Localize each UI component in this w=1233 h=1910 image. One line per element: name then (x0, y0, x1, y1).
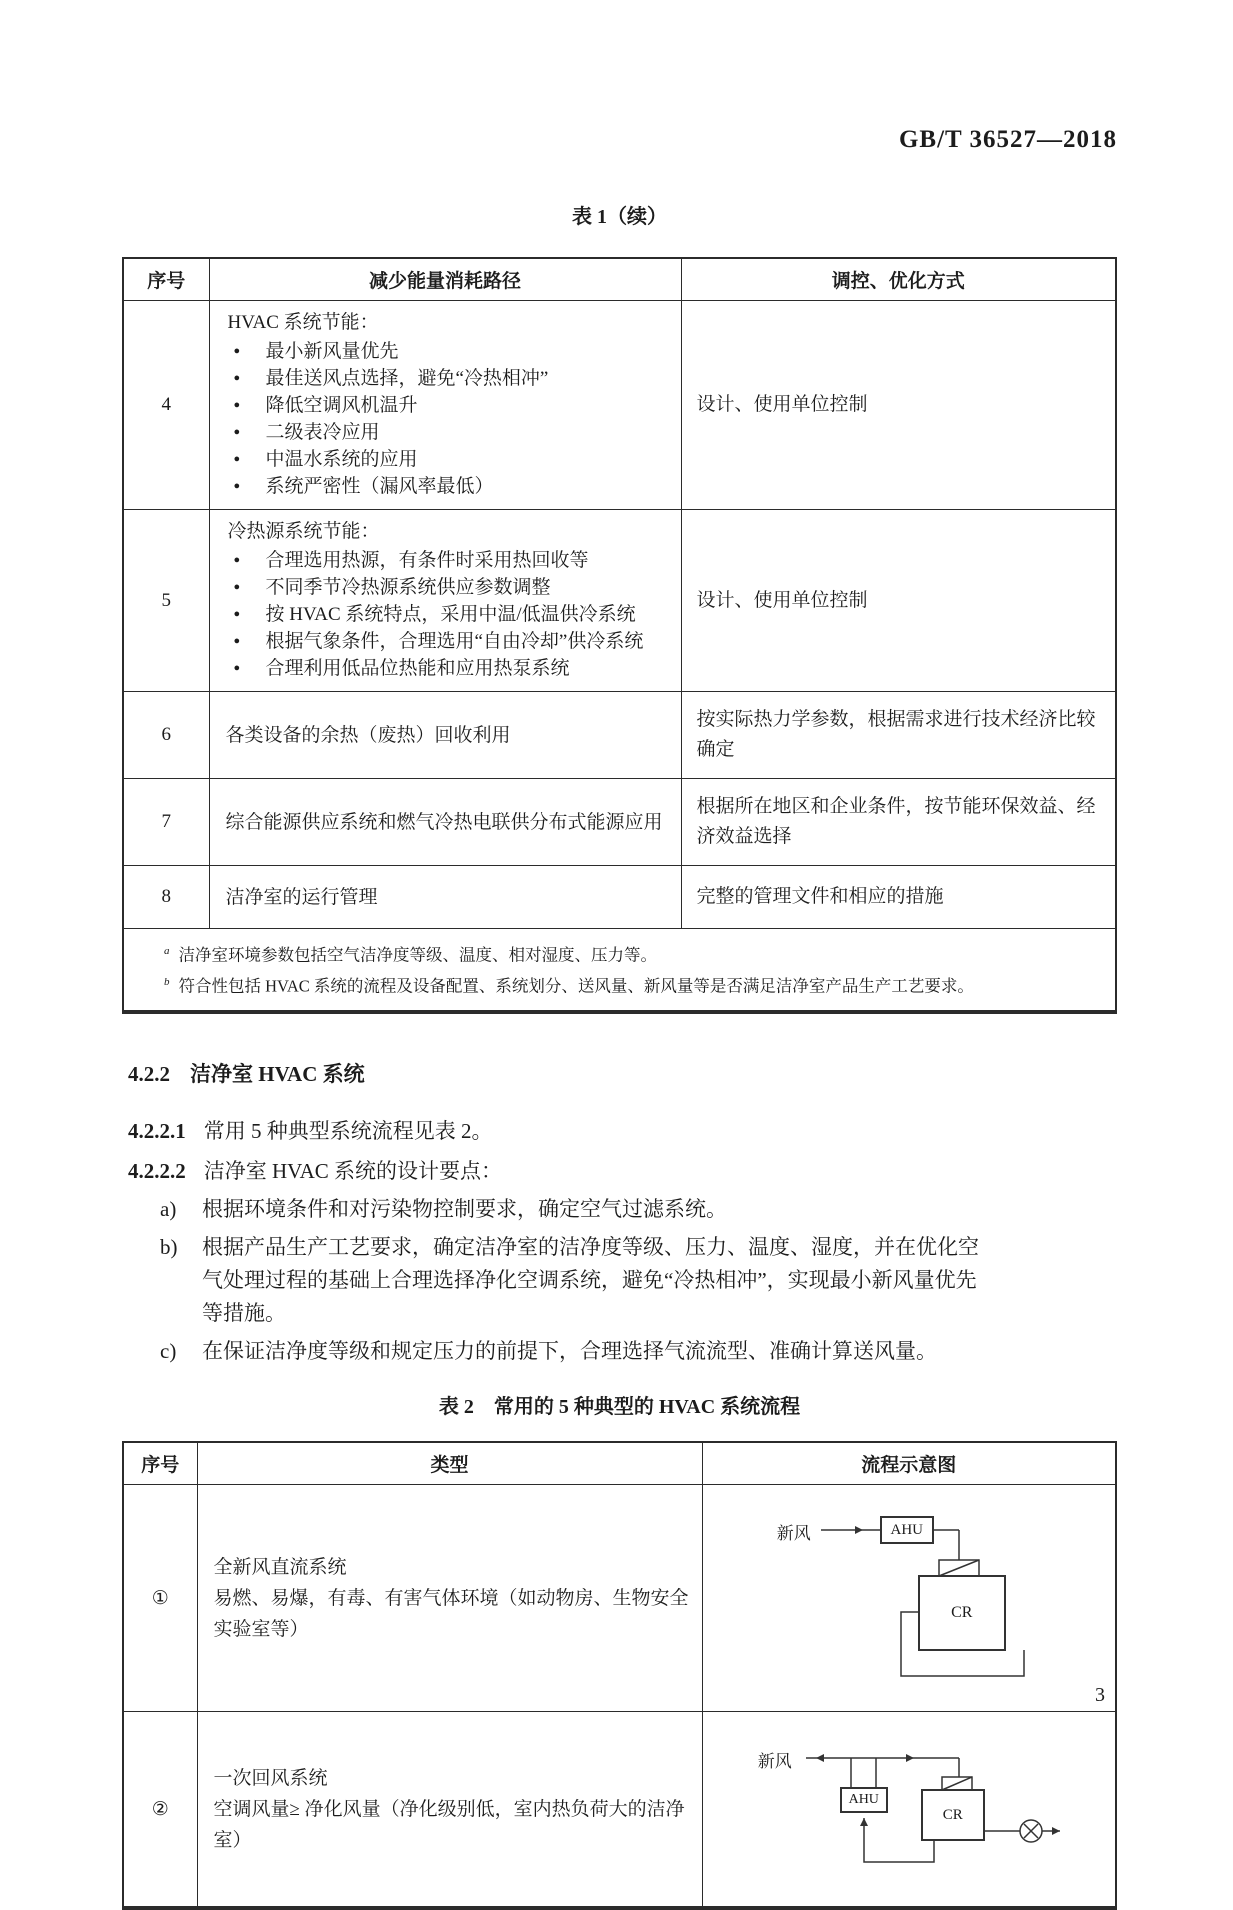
table-row (123, 1485, 1116, 1712)
page-number: 3 (1095, 1684, 1105, 1706)
system-type-title: 一次回风系统 (213, 1767, 328, 1789)
bullet-icon: ● (233, 426, 241, 438)
t2row2-diagram-cell (702, 1712, 1116, 1909)
arrow-left-icon (816, 1754, 824, 1762)
arrow-right-icon (906, 1754, 914, 1762)
footnote-a-marker: a (164, 945, 170, 957)
section-heading-4-2-2 (128, 1058, 1117, 1088)
bullet-icon: ● (233, 399, 241, 411)
bullet-icon: ● (233, 345, 241, 357)
table-row (123, 779, 1116, 866)
hvac-diagram-primary-return (744, 1734, 1074, 1884)
list-item (226, 628, 669, 655)
list-item-text: 按 HVAC 系统特点，采用中温/低温供冷系统 (265, 604, 636, 625)
list-item-text: 最佳送风点选择，避免“冷热相冲” (265, 368, 549, 389)
t2row1-diagram-cell (702, 1485, 1116, 1712)
row6-control: 按实际热力学参数，根据需求进行技术经济比较确定 (681, 692, 1116, 779)
bullet-icon: ● (233, 480, 241, 492)
list-item (226, 601, 669, 628)
list-item (226, 446, 669, 473)
list-item-text: 最小新风量优先 (265, 341, 399, 362)
list-item (226, 655, 669, 682)
page-content (122, 0, 1117, 1910)
row5-path-cell (209, 510, 681, 692)
standard-number: GB/T 36527—2018 (898, 126, 1117, 153)
section-number: 4.2.2 (128, 1062, 170, 1086)
clause-4-2-2-1 (128, 1115, 1117, 1148)
t2row1-type-cell (197, 1485, 702, 1712)
design-point-b (160, 1231, 1117, 1330)
t2row1-seq: ① (123, 1485, 197, 1712)
table2 (122, 1441, 1117, 1910)
row5-control: 设计、使用单位控制 (681, 510, 1116, 692)
bullet-icon: ● (233, 453, 241, 465)
row5-seq: 5 (123, 510, 209, 692)
list-item-text: 降低空调风机温升 (265, 395, 418, 416)
row7-seq: 7 (123, 779, 209, 866)
footnote-b-text: 符合性包括 HVAC 系统的流程及设备配置、系统划分、送风量、新风量等是否满足洁净室产品生产工艺要求。 (178, 976, 974, 995)
section-title: 洁净室 HVAC 系统 (190, 1062, 365, 1086)
table-row (123, 866, 1116, 929)
table1 (122, 257, 1117, 1014)
row8-path: 洁净室的运行管理 (209, 866, 681, 929)
list-item (226, 473, 669, 500)
table1-col-path: 减少能量消耗路径 (209, 258, 681, 301)
item-text: 在保证洁净度等级和规定压力的前提下，合理选择气流流型、准确计算送风量。 (202, 1339, 937, 1363)
hvac-diagram-once-through (759, 1498, 1059, 1698)
table-row (123, 510, 1116, 692)
clause-number: 4.2.2.1 (128, 1119, 186, 1143)
item-marker: b) (160, 1235, 178, 1259)
list-item (226, 547, 669, 574)
arrow-up-icon (860, 1818, 868, 1826)
row6-seq: 6 (123, 692, 209, 779)
footnote-a-text: 洁净室环境参数包括空气洁净度等级、温度、相对湿度、压力等。 (178, 945, 657, 965)
item-marker: c) (160, 1339, 177, 1363)
system-type-title: 全新风直流系统 (213, 1556, 347, 1578)
row8-seq: 8 (123, 866, 209, 929)
table-row (123, 692, 1116, 779)
row8-control: 完整的管理文件和相应的措施 (681, 866, 1116, 929)
footnotes-cell (123, 929, 1116, 1013)
bullet-icon: ● (233, 662, 241, 674)
item-text: 根据产品生产工艺要求，确定洁净室的洁净度等级、压力、温度、湿度，并在优化空气处理过程的基础上合理选择净化空调系统，避免“冷热相冲”，实现最小新风量优先等措施。 (202, 1235, 979, 1325)
list-item-text: 不同季节冷热源系统供应参数调整 (265, 577, 551, 598)
list-item-text: 合理利用低品位热能和应用热泵系统 (265, 658, 570, 679)
list-item (226, 365, 669, 392)
table1-col-control: 调控、优化方式 (681, 258, 1116, 301)
list-item-text: 二级表冷应用 (265, 422, 380, 443)
list-item-text: 合理选用热源，有条件时采用热回收等 (265, 550, 589, 571)
clause-text: 洁净室 HVAC 系统的设计要点： (203, 1159, 503, 1183)
list-item (226, 574, 669, 601)
row7-control: 根据所在地区和企业条件，按节能环保效益、经济效益选择 (681, 779, 1116, 866)
system-type-desc: 易燃、易爆，有毒、有害气体环境（如动物房、生物安全实验室等） (213, 1587, 689, 1640)
footnote-a (140, 938, 1101, 969)
cr-label: CR (951, 1604, 973, 1621)
list-item (226, 338, 669, 365)
bullet-icon: ● (233, 608, 241, 620)
row4-control: 设计、使用单位控制 (681, 301, 1116, 510)
row4-seq: 4 (123, 301, 209, 510)
table2-header-row (123, 1442, 1116, 1485)
fresh-air-label: 新风 (757, 1752, 792, 1771)
table1-header-row (123, 258, 1116, 301)
clause-number: 4.2.2.2 (128, 1159, 186, 1183)
row5-path-title: 冷热源系统节能： (227, 521, 380, 542)
ahu-label: AHU (890, 1522, 923, 1538)
row7-path: 综合能源供应系统和燃气冷热电联供分布式能源应用 (209, 779, 681, 866)
clause-text: 常用 5 种典型系统流程见表 2。 (203, 1119, 493, 1143)
bullet-icon: ● (233, 581, 241, 593)
table-row (123, 301, 1116, 510)
table1-title: 表 1（续） (572, 206, 667, 228)
design-point-c (160, 1335, 1117, 1368)
list-item (226, 419, 669, 446)
list-item (226, 392, 669, 419)
bullet-icon: ● (233, 372, 241, 384)
cr-label: CR (942, 1807, 963, 1823)
bullet-icon: ● (233, 554, 241, 566)
item-marker: a) (160, 1197, 177, 1221)
list-item-text: 中温水系统的应用 (265, 449, 418, 470)
footnote-b (140, 969, 1101, 1000)
footnote-row (123, 929, 1116, 1013)
item-text: 根据环境条件和对污染物控制要求，确定空气过滤系统。 (202, 1197, 727, 1221)
diagram-2-lines (744, 1734, 1074, 1884)
table2-col-type: 类型 (197, 1442, 702, 1485)
arrow-right-icon (1052, 1827, 1060, 1835)
t2row2-type-cell (197, 1712, 702, 1909)
ahu-label: AHU (848, 1792, 879, 1807)
list-item-text: 系统严密性（漏风率最低） (265, 476, 494, 497)
table1-col-seq: 序号 (123, 258, 209, 301)
table2-title: 表 2 常用的 5 种典型的 HVAC 系统流程 (438, 1396, 801, 1418)
footnote-b-marker: b (164, 975, 170, 988)
row4-path-cell (209, 301, 681, 510)
clause-4-2-2-2 (128, 1155, 1117, 1188)
fresh-air-label: 新风 (776, 1524, 811, 1543)
table2-col-diagram: 流程示意图 (702, 1442, 1116, 1485)
list-item-text: 根据气象条件，合理选用“自由冷却”供冷系统 (265, 631, 644, 652)
row4-path-title: HVAC 系统节能： (227, 312, 379, 333)
bullet-icon: ● (233, 635, 241, 647)
table-row (123, 1712, 1116, 1909)
system-type-desc: 空调风量≥ 净化风量（净化级别低，室内热负荷大的洁净室） (213, 1798, 685, 1851)
t2row2-seq: ② (123, 1712, 197, 1909)
arrow-right-icon (855, 1526, 863, 1534)
row6-path: 各类设备的余热（废热）回收利用 (209, 692, 681, 779)
design-point-a (160, 1193, 1117, 1226)
table2-col-seq: 序号 (123, 1442, 197, 1485)
